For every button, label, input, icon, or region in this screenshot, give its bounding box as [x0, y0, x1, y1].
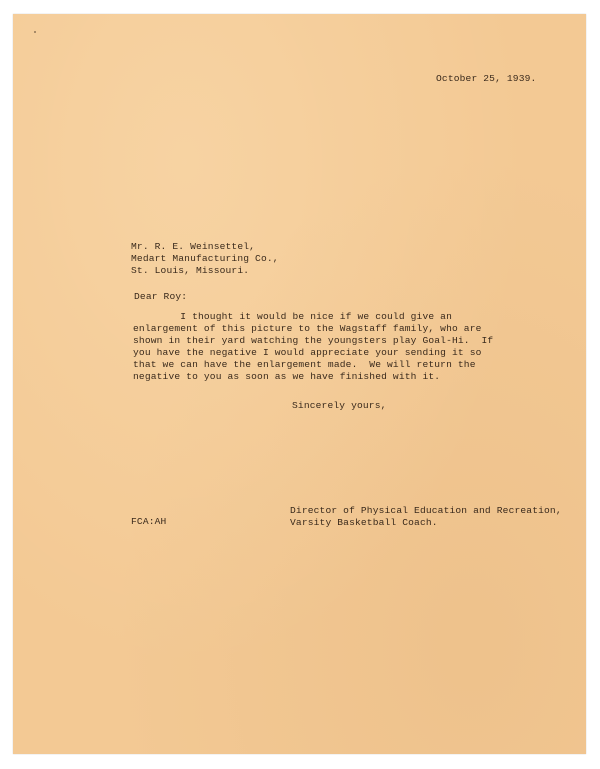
- signature-line: Varsity Basketball Coach.: [290, 517, 438, 528]
- address-line: Medart Manufacturing Co.,: [131, 253, 279, 264]
- closing: Sincerely yours,: [292, 400, 387, 411]
- letter-page: [13, 14, 586, 754]
- body-line: that we can have the enlargement made. We will return the: [133, 359, 476, 370]
- signature-line: Director of Physical Education and Recreation,: [290, 505, 562, 516]
- signature-block: [290, 505, 562, 529]
- body-line: I thought it would be nice if we could give an: [133, 311, 452, 322]
- typist-initials: FCA:AH: [131, 516, 167, 527]
- letter-body: [133, 311, 493, 383]
- salutation: Dear Roy:: [134, 291, 188, 302]
- recipient-address: [131, 241, 279, 277]
- address-line: Mr. R. E. Weinsettel,: [131, 241, 256, 252]
- paper-speck: [34, 31, 36, 33]
- address-line: St. Louis, Missouri.: [131, 265, 250, 276]
- body-line: enlargement of this picture to the Wagstaff family, who are: [133, 323, 482, 334]
- body-line: you have the negative I would appreciate your sending it so: [133, 347, 482, 358]
- letter-date: October 25, 1939.: [436, 73, 537, 84]
- body-line: shown in their yard watching the youngsters play Goal-Hi. If: [133, 335, 494, 346]
- body-line: negative to you as soon as we have finished with it.: [133, 371, 441, 382]
